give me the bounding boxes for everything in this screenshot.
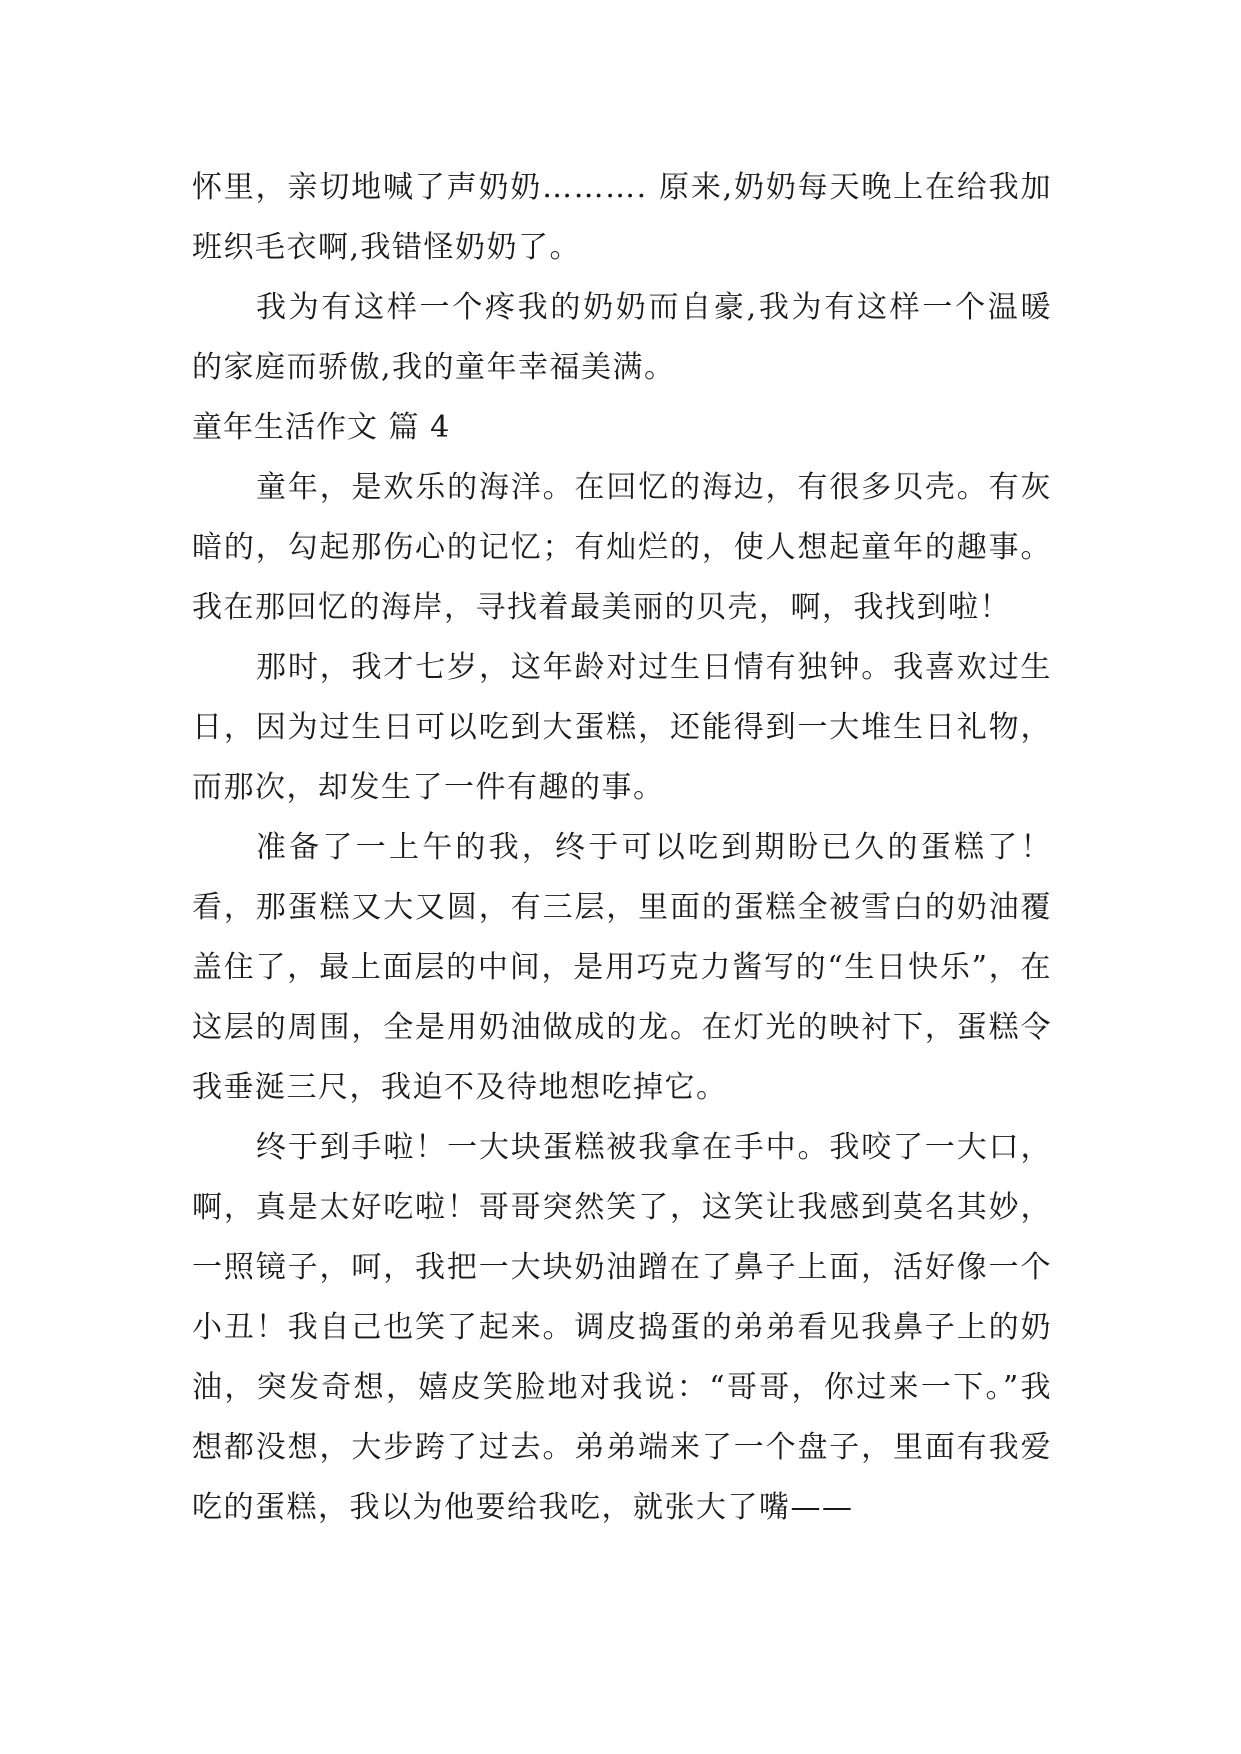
paragraph-1: 怀里，亲切地喊了声奶奶………. 原来,奶奶每天晚上在给我加班织毛衣啊,我错怪奶奶了。 <box>192 170 1052 265</box>
document-body <box>192 158 1052 1538</box>
paragraph-2: 我为有这样一个疼我的奶奶而自豪,我为有这样一个温暖的家庭而骄傲,我的童年幸福美满。 <box>192 290 1052 385</box>
paragraph-5: 准备了一上午的我，终于可以吃到期盼已久的蛋糕了！看，那蛋糕又大又圆，有三层，里面的蛋糕全被雪白的奶油覆盖住了，最上面层的中间，是用巧克力酱写的“生日快乐”，在这层的周围，全是用奶油做成的龙。在灯光的映衬下，蛋糕令我垂涎三尺，我迫不及待地想吃掉它。 <box>192 830 1052 1105</box>
paragraph-3: 童年，是欢乐的海洋。在回忆的海边，有很多贝壳。有灰暗的，勾起那伤心的记忆；有灿烂的，使人想起童年的趣事。我在那回忆的海岸，寻找着最美丽的贝壳，啊，我找到啦！ <box>192 470 1052 625</box>
paragraph-4: 那时，我才七岁，这年龄对过生日情有独钟。我喜欢过生日，因为过生日可以吃到大蛋糕，还能得到一大堆生日礼物，而那次，却发生了一件有趣的事。 <box>192 650 1052 805</box>
paragraph-6: 终于到手啦！一大块蛋糕被我拿在手中。我咬了一大口，啊，真是太好吃啦！哥哥突然笑了，这笑让我感到莫名其妙，一照镜子，呵，我把一大块奶油蹭在了鼻子上面，活好像一个小丑！我自己也笑了起来。调皮捣蛋的弟弟看见我鼻子上的奶油，突发奇想，嬉皮笑脸地对我说：“哥哥，你过来一下。”我想都没想，大步跨了过去。弟弟端来了一个盘子，里面有我爱吃的蛋糕，我以为他要给我吃，就张大了嘴—— <box>192 1130 1052 1525</box>
section-heading: 童年生活作文 篇 4 <box>192 410 451 445</box>
